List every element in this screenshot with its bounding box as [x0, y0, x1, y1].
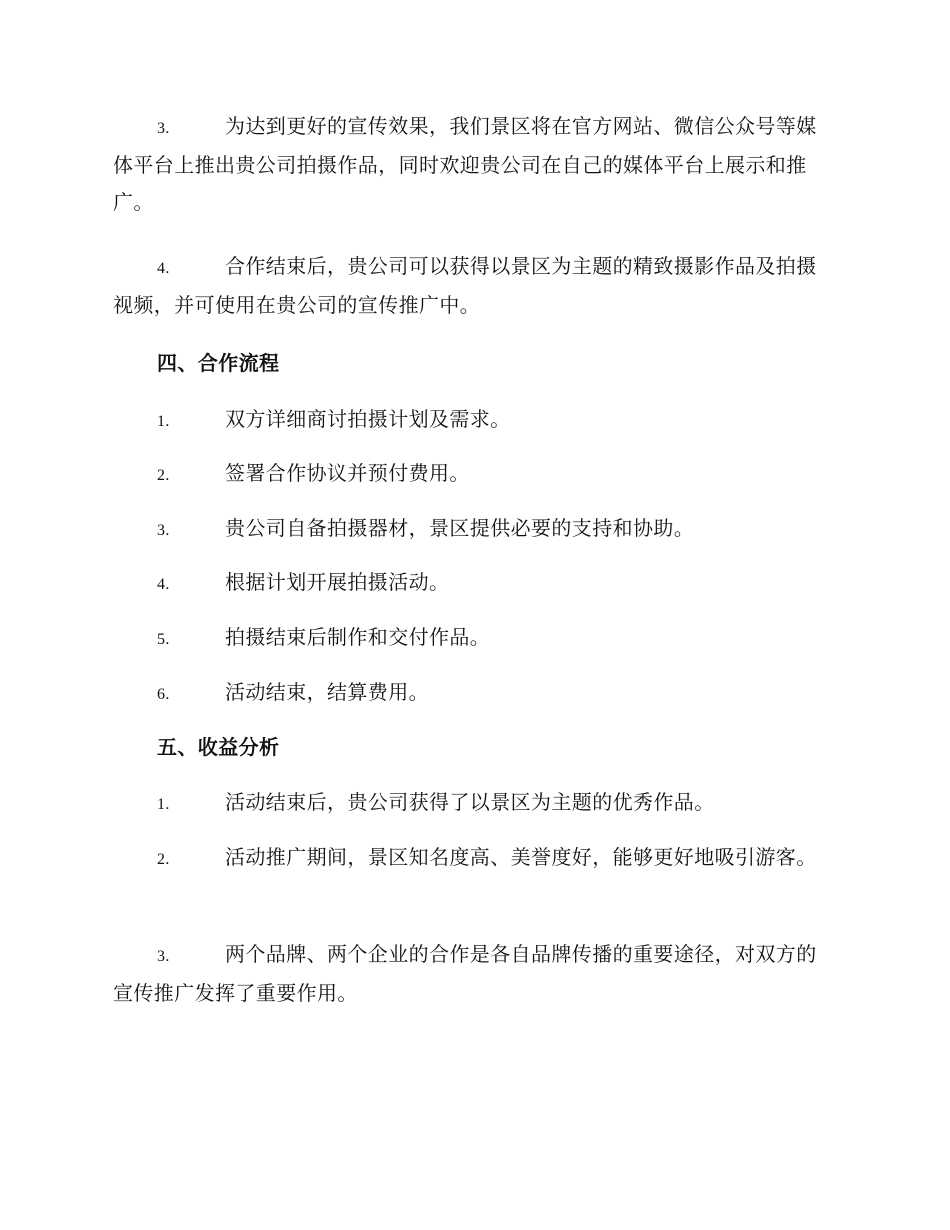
section-heading-benefit-analysis: 五、收益分析 — [157, 735, 280, 759]
list-number: 1. — [157, 413, 170, 430]
list-number: 6. — [157, 686, 170, 703]
list-number: 3. — [157, 948, 170, 965]
process-item-6 — [113, 674, 833, 713]
list-number: 3. — [157, 120, 170, 137]
benefit-item-1 — [113, 784, 833, 823]
list-number: 4. — [157, 260, 170, 277]
list-item-text: 根据计划开展拍摄活动。 — [225, 570, 450, 594]
process-item-2 — [113, 455, 833, 494]
benefit-item-2 — [113, 839, 833, 878]
list-item-text: 合作结束后，贵公司可以获得以景区为主题的精致摄影作品及拍摄视频，并可使用在贵公司的宣传推广中。 — [113, 254, 817, 317]
list-item-text: 双方详细商讨拍摄计划及需求。 — [225, 407, 511, 431]
process-item-5 — [113, 619, 833, 658]
process-item-1 — [113, 401, 833, 440]
list-item-text: 活动结束后，贵公司获得了以景区为主题的优秀作品。 — [225, 790, 715, 814]
benefit-item-3 — [113, 936, 833, 1012]
list-item-text: 贵公司自备拍摄器材，景区提供必要的支持和协助。 — [225, 516, 695, 540]
list-number: 4. — [157, 576, 170, 593]
list-item-text: 活动推广期间，景区知名度高、美誉度好，能够更好地吸引游客。 — [225, 845, 817, 869]
process-item-3 — [113, 510, 833, 549]
list-number: 2. — [157, 851, 170, 868]
list-item-4 — [113, 248, 833, 324]
list-item-text: 签署合作协议并预付费用。 — [225, 461, 470, 485]
process-item-4 — [113, 564, 833, 603]
section-heading-cooperation-process: 四、合作流程 — [157, 351, 280, 375]
list-item-text: 拍摄结束后制作和交付作品。 — [225, 625, 491, 649]
list-item-text: 活动结束，结算费用。 — [225, 680, 429, 704]
list-number: 3. — [157, 522, 170, 539]
list-item-text: 两个品牌、两个企业的合作是各自品牌传播的重要途径，对双方的宣传推广发挥了重要作用。 — [113, 942, 817, 1005]
list-number: 1. — [157, 796, 170, 813]
list-item-3 — [113, 108, 833, 221]
list-item-text: 为达到更好的宣传效果，我们景区将在官方网站、微信公众号等媒体平台上推出贵公司拍摄作品，同时欢迎贵公司在自己的媒体平台上展示和推广。 — [113, 114, 817, 214]
list-number: 5. — [157, 631, 170, 648]
list-number: 2. — [157, 467, 170, 484]
